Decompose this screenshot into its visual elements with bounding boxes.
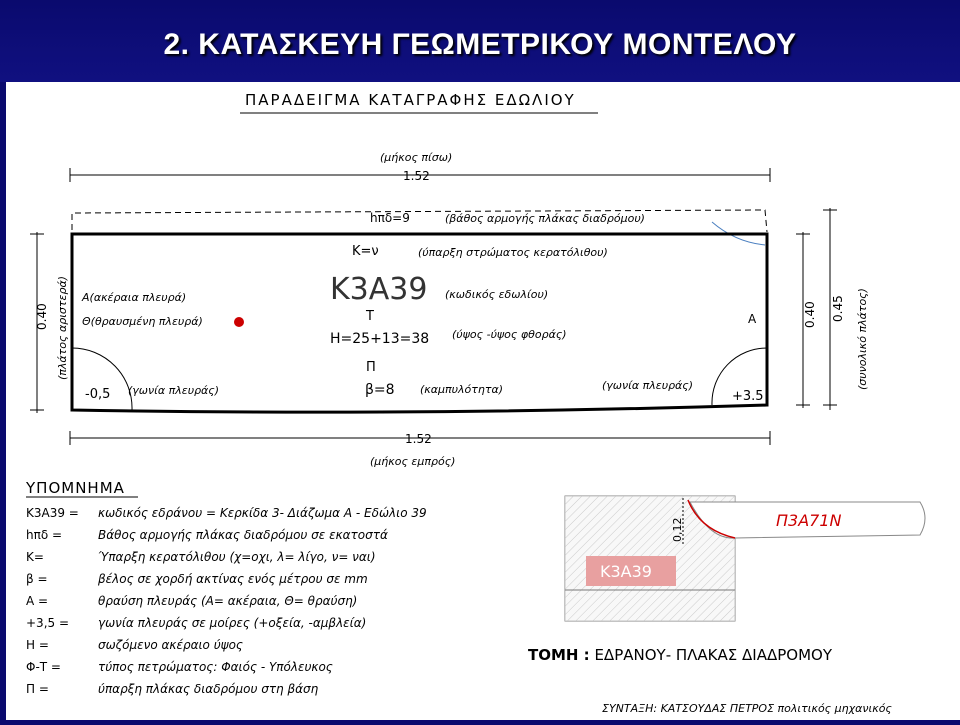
drawing-canvas — [6, 82, 960, 720]
seat-label: K3A39 — [600, 562, 652, 581]
beta-note: (καμπυλότητα) — [420, 383, 504, 396]
seat-code-note: (κωδικός εδωλίου) — [445, 288, 549, 301]
total-width-value: 0.45 — [831, 295, 845, 322]
legend-description: κωδικός εδράνου = Κερκίδα 3- Διάζωμα Α - Εδώλιο 39 — [98, 506, 427, 520]
legend-key: Π = — [26, 682, 49, 696]
legend-key: K= — [26, 550, 44, 564]
legend-key: +3,5 = — [26, 616, 70, 630]
legend-description: ύπαρξη πλάκας διαδρόμου στη βάση — [98, 682, 319, 696]
title-bar — [0, 0, 960, 82]
slab-label: Π3Α71Ν — [776, 511, 842, 530]
k-value: K=ν — [352, 244, 379, 259]
left-width-label: (πλάτος αριστερά) — [56, 275, 69, 380]
left-angle-value: -0,5 — [85, 387, 111, 402]
beta-value: β=8 — [365, 382, 395, 398]
section-caption-rest: ΕΔΡΑΝΟΥ- ΠΛΑΚΑΣ ΔΙΑΔΡΟΜΟΥ — [589, 646, 832, 664]
hpd-note: (βάθος αρμογής πλάκας διαδρόμου) — [445, 212, 645, 225]
front-length-label: (μήκος εμπρός) — [370, 455, 456, 468]
left-side-a: A(ακέραια πλευρά) — [82, 291, 187, 304]
seat-code: K3A39 — [330, 272, 428, 307]
back-outline-dashed — [72, 210, 767, 232]
legend-key: hπδ = — [26, 528, 63, 542]
section-caption-bold: ΤΟΜΗ : — [528, 646, 590, 664]
right-width-value: 0.40 — [803, 301, 817, 328]
author-credit: ΣΥΝΤΑΞΗ: ΚΑΤΣΟΥΔΑΣ ΠΕΤΡΟΣ πολιτικός μηχανικός — [602, 702, 892, 715]
right-angle-note: (γωνία πλευράς) — [602, 379, 694, 392]
hpd-value: hπδ=9 — [370, 211, 410, 225]
legend-key: Φ-Τ = — [26, 660, 61, 674]
content-area — [6, 82, 960, 720]
height-note: (ύψος -ύψος φθοράς) — [452, 328, 567, 341]
section-caption — [528, 646, 833, 664]
red-marker — [234, 317, 244, 327]
legend-description: θραύση πλευράς (Α= ακέραια, Θ= θραύση) — [98, 594, 358, 608]
slide-title: 2. ΚΑΤΑΣΚΕΥΗ ΓΕΩΜΕΤΡΙΚΟΥ ΜΟΝΤΕΛΟΥ — [163, 28, 797, 61]
front-length-value: 1.52 — [405, 432, 432, 446]
legend-description: Βάθος αρμογής πλάκας διαδρόμου σε εκατοστά — [98, 528, 388, 542]
drawing-heading: ΠΑΡΑΔΕΙΓΜΑ ΚΑΤΑΓΡΑΦΗΣ ΕΔΩΛΙΟΥ — [245, 91, 576, 109]
joint-dim-value: 0,12 — [671, 517, 684, 542]
legend-description: σωζόμενο ακέραιο ύψος — [98, 638, 243, 652]
section-drawing — [565, 496, 925, 621]
right-side-a: A — [748, 312, 757, 326]
legend-description: γωνία πλευράς σε μοίρες (+οξεία, -αμβλεία) — [98, 616, 367, 630]
legend-key: A = — [26, 594, 49, 608]
tau-label: Τ — [366, 309, 374, 324]
legend-key: K3A39 = — [26, 506, 79, 520]
pi-label: Π — [366, 360, 376, 375]
left-width-value: 0.40 — [35, 303, 49, 330]
back-length-label: (μήκος πίσω) — [380, 151, 453, 164]
legend-description: τύπος πετρώματος: Φαιός - Υπόλευκος — [98, 660, 333, 674]
legend-key: H = — [26, 638, 49, 652]
legend-heading: ΥΠΟΜΝΗΜΑ — [26, 479, 125, 497]
legend-description: βέλος σε χορδή ακτίνας ενός μέτρου σε mm — [98, 572, 368, 586]
legend-description: Ύπαρξη κερατόλιθου (χ=οχι, λ= λίγο, ν= ναι) — [98, 550, 376, 564]
k-note: (ύπαρξη στρώματος κερατόλιθου) — [418, 246, 608, 259]
legend-key: β = — [26, 572, 48, 586]
back-length-value: 1.52 — [403, 169, 430, 183]
left-side-theta: Θ(θραυσμένη πλευρά) — [82, 315, 203, 328]
height-value: H=25+13=38 — [330, 331, 430, 347]
legend-list — [26, 506, 427, 696]
total-width-label: (συνολικό πλάτος) — [856, 288, 869, 390]
left-angle-note: (γωνία πλευράς) — [128, 384, 220, 397]
right-angle-value: +3.5 — [732, 389, 764, 404]
